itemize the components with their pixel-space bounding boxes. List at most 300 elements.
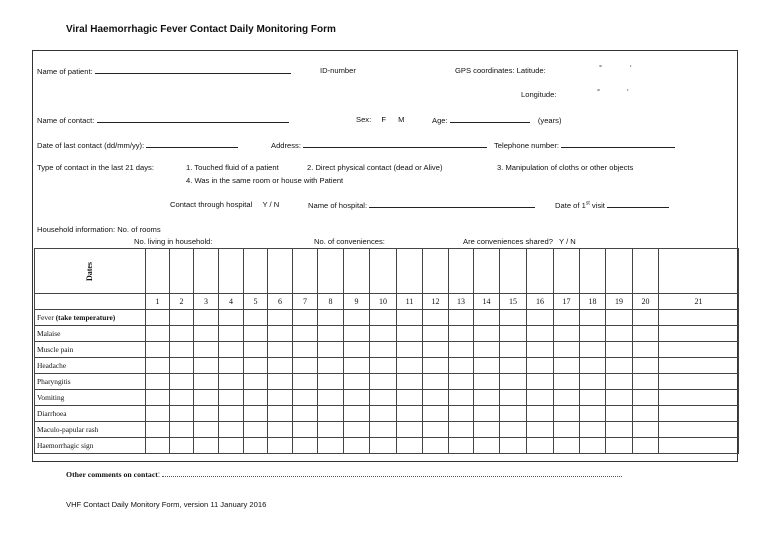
age-field (432, 115, 562, 125)
symptom-day-cell[interactable] (527, 438, 554, 454)
symptom-day-cell[interactable] (318, 390, 344, 406)
symptom-day-cell[interactable] (554, 438, 580, 454)
hospital-contact-yn[interactable]: Y / N (262, 200, 280, 209)
symptom-day-cell[interactable] (633, 406, 659, 422)
symptom-day-cell[interactable] (268, 422, 293, 438)
comments-label: Other comments on contact (66, 470, 158, 479)
day-numbers-corner (35, 294, 146, 310)
symptom-day-cell[interactable] (423, 438, 449, 454)
symptom-day-cell[interactable] (397, 342, 423, 358)
symptom-day-cell[interactable] (244, 406, 268, 422)
symptom-day-cell[interactable] (244, 310, 268, 326)
symptom-day-cell[interactable] (633, 374, 659, 390)
symptom-day-cell[interactable] (606, 390, 633, 406)
symptom-day-cell[interactable] (219, 438, 244, 454)
symptom-day-cell[interactable] (580, 310, 606, 326)
symptom-day-cell[interactable] (146, 326, 170, 342)
symptom-name: Haemorrhagic sign (37, 441, 94, 450)
symptom-name: Headache (37, 361, 67, 370)
symptom-day-cell[interactable] (633, 310, 659, 326)
telephone-label: Telephone number: (494, 141, 560, 150)
symptom-day-cell[interactable] (170, 390, 194, 406)
symptom-day-cell[interactable] (318, 326, 344, 342)
symptom-day-cell[interactable] (633, 326, 659, 342)
hospital-name-field (308, 200, 535, 210)
symptom-day-cell[interactable] (423, 406, 449, 422)
symptom-day-cell[interactable] (397, 406, 423, 422)
symptom-day-cell[interactable] (633, 438, 659, 454)
symptom-day-cell[interactable] (449, 406, 474, 422)
symptom-label-cell (35, 358, 146, 374)
symptom-day-cell[interactable] (449, 422, 474, 438)
symptom-day-cell[interactable] (527, 422, 554, 438)
symptom-day-cell[interactable] (659, 390, 739, 406)
symptom-day-cell[interactable] (474, 406, 500, 422)
day-number: 4 (219, 294, 244, 310)
symptom-name: Vomiting (37, 393, 65, 402)
hospital-name-blank[interactable] (369, 200, 535, 208)
dates-header-cell (35, 249, 146, 294)
symptom-day-cell[interactable] (146, 310, 170, 326)
symptom-day-cell[interactable] (474, 342, 500, 358)
longitude-degree-symbol: ° (597, 87, 601, 96)
symptom-day-cell[interactable] (527, 310, 554, 326)
symptom-day-cell[interactable] (219, 390, 244, 406)
household-conveniences-label: No. of conveniences: (314, 237, 385, 246)
sex-label: Sex: (356, 115, 372, 124)
symptom-day-cell[interactable] (527, 406, 554, 422)
date-entry-cell[interactable] (554, 249, 580, 294)
symptom-day-cell[interactable] (500, 390, 527, 406)
symptom-day-cell[interactable] (194, 326, 219, 342)
symptom-name: Malaise (37, 329, 61, 338)
date-entry-cell[interactable] (268, 249, 293, 294)
symptom-name: Diarrhoea (37, 409, 67, 418)
symptom-day-cell[interactable] (474, 390, 500, 406)
symptom-day-cell[interactable] (449, 342, 474, 358)
sex-field (356, 115, 404, 124)
symptom-day-cell[interactable] (474, 438, 500, 454)
symptom-day-cell[interactable] (659, 406, 739, 422)
symptom-day-cell[interactable] (554, 326, 580, 342)
symptom-day-cell[interactable] (318, 342, 344, 358)
last-contact-label: Date of last contact (dd/mm/yy): (37, 141, 145, 150)
symptom-day-cell[interactable] (500, 358, 527, 374)
date-entry-cell[interactable] (527, 249, 554, 294)
symptom-day-cell[interactable] (500, 374, 527, 390)
symptom-day-cell[interactable] (370, 390, 397, 406)
date-entry-cell[interactable] (318, 249, 344, 294)
patient-name-label: Name of patient: (37, 67, 93, 76)
symptom-day-cell[interactable] (194, 342, 219, 358)
symptom-day-cell[interactable] (268, 374, 293, 390)
contact-name-field (37, 115, 289, 125)
day-number: 15 (500, 294, 527, 310)
symptom-day-cell[interactable] (344, 326, 370, 342)
symptom-day-cell[interactable] (606, 342, 633, 358)
symptom-day-cell[interactable] (449, 358, 474, 374)
address-label: Address: (271, 141, 301, 150)
day-number: 18 (580, 294, 606, 310)
symptom-day-cell[interactable] (397, 438, 423, 454)
symptom-day-cell[interactable] (244, 422, 268, 438)
symptom-day-cell[interactable] (170, 422, 194, 438)
contact-type-label: Type of contact in the last 21 days: (37, 163, 154, 172)
symptom-day-cell[interactable] (268, 310, 293, 326)
comments-field (66, 470, 622, 479)
symptom-day-cell[interactable] (146, 422, 170, 438)
symptom-day-cell[interactable] (474, 310, 500, 326)
address-blank[interactable] (303, 140, 487, 148)
symptom-day-cell[interactable] (170, 342, 194, 358)
symptom-day-cell[interactable] (554, 310, 580, 326)
symptom-day-cell[interactable] (659, 342, 739, 358)
symptom-day-cell[interactable] (194, 438, 219, 454)
symptom-day-cell[interactable] (146, 374, 170, 390)
symptom-day-cell[interactable] (318, 374, 344, 390)
symptom-row (35, 326, 739, 342)
symptom-day-cell[interactable] (268, 406, 293, 422)
symptom-label-cell (35, 422, 146, 438)
last-contact-blank[interactable] (146, 140, 238, 148)
symptom-day-cell[interactable] (370, 406, 397, 422)
dates-row (35, 249, 739, 294)
symptom-day-cell[interactable] (370, 422, 397, 438)
sex-option-f[interactable]: F (381, 115, 386, 124)
symptom-day-cell[interactable] (244, 358, 268, 374)
symptom-day-cell[interactable] (606, 358, 633, 374)
symptom-day-cell[interactable] (527, 374, 554, 390)
symptom-day-cell[interactable] (293, 326, 318, 342)
symptom-day-cell[interactable] (318, 438, 344, 454)
day-number: 14 (474, 294, 500, 310)
symptom-day-cell[interactable] (146, 342, 170, 358)
symptom-day-cell[interactable] (580, 406, 606, 422)
day-number: 21 (659, 294, 739, 310)
gps-latitude-label: GPS coordinates: Latitude: (455, 66, 546, 75)
symptom-day-cell[interactable] (659, 422, 739, 438)
symptom-day-cell[interactable] (170, 358, 194, 374)
symptom-day-cell[interactable] (219, 326, 244, 342)
symptom-day-cell[interactable] (500, 406, 527, 422)
symptom-day-cell[interactable] (194, 358, 219, 374)
symptom-day-cell[interactable] (244, 374, 268, 390)
symptom-day-cell[interactable] (194, 390, 219, 406)
years-label: (years) (537, 116, 562, 125)
symptom-day-cell[interactable] (500, 438, 527, 454)
symptom-day-cell[interactable] (219, 310, 244, 326)
latitude-minute-symbol: ‘ (630, 63, 632, 72)
symptom-day-cell[interactable] (344, 342, 370, 358)
symptom-day-cell[interactable] (633, 390, 659, 406)
symptom-day-cell[interactable] (423, 390, 449, 406)
day-number: 20 (633, 294, 659, 310)
symptom-day-cell[interactable] (580, 326, 606, 342)
day-number: 7 (293, 294, 318, 310)
date-entry-cell[interactable] (633, 249, 659, 294)
last-contact-field (37, 140, 238, 150)
symptom-day-cell[interactable] (194, 374, 219, 390)
symptom-day-cell[interactable] (423, 422, 449, 438)
comments-colon: : (157, 470, 161, 479)
symptom-day-cell[interactable] (606, 310, 633, 326)
day-number: 6 (268, 294, 293, 310)
symptom-day-cell[interactable] (318, 422, 344, 438)
first-visit-suffix: visit (589, 201, 605, 210)
symptom-day-cell[interactable] (293, 358, 318, 374)
symptom-day-cell[interactable] (293, 438, 318, 454)
symptom-day-cell[interactable] (293, 422, 318, 438)
contact-name-blank[interactable] (97, 115, 289, 123)
symptom-day-cell[interactable] (293, 374, 318, 390)
symptom-day-cell[interactable] (474, 326, 500, 342)
symptom-name: Muscle pain (37, 345, 74, 354)
age-blank[interactable] (450, 115, 530, 123)
symptom-day-cell[interactable] (170, 374, 194, 390)
age-label: Age: (432, 116, 448, 125)
day-numbers-row (35, 294, 739, 310)
symptom-day-cell[interactable] (527, 358, 554, 374)
symptom-day-cell[interactable] (397, 422, 423, 438)
latitude-degree-symbol: ° (599, 63, 603, 72)
symptom-day-cell[interactable] (344, 374, 370, 390)
symptom-day-cell[interactable] (219, 374, 244, 390)
comments-blank[interactable] (162, 470, 622, 477)
contact-type-option-1[interactable]: 1. Touched fluid of a patient (186, 163, 279, 172)
symptom-day-cell[interactable] (268, 438, 293, 454)
symptom-day-cell[interactable] (244, 390, 268, 406)
hospital-contact-label: Contact through hospital (170, 200, 253, 209)
symptom-day-cell[interactable] (554, 358, 580, 374)
symptom-day-cell[interactable] (370, 310, 397, 326)
symptom-row (35, 438, 739, 454)
symptom-day-cell[interactable] (170, 406, 194, 422)
symptom-day-cell[interactable] (606, 438, 633, 454)
symptom-day-cell[interactable] (449, 374, 474, 390)
symptom-day-cell[interactable] (170, 326, 194, 342)
symptom-day-cell[interactable] (397, 326, 423, 342)
symptom-day-cell[interactable] (344, 422, 370, 438)
symptom-day-cell[interactable] (633, 342, 659, 358)
date-entry-cell[interactable] (170, 249, 194, 294)
symptom-day-cell[interactable] (146, 390, 170, 406)
symptom-day-cell[interactable] (554, 390, 580, 406)
hospital-contact-field (170, 200, 279, 209)
date-entry-cell[interactable] (606, 249, 633, 294)
symptom-day-cell[interactable] (370, 342, 397, 358)
symptom-day-cell[interactable] (293, 390, 318, 406)
symptom-day-cell[interactable] (554, 406, 580, 422)
date-entry-cell[interactable] (293, 249, 318, 294)
symptom-day-cell[interactable] (659, 326, 739, 342)
patient-name-blank[interactable] (95, 66, 291, 74)
monitoring-grid (34, 248, 739, 454)
symptom-day-cell[interactable] (344, 310, 370, 326)
symptom-row (35, 422, 739, 438)
symptom-day-cell[interactable] (474, 422, 500, 438)
symptom-day-cell[interactable] (370, 358, 397, 374)
footer-version: VHF Contact Daily Monitory Form, version 11 January 2016 (66, 500, 267, 509)
symptom-day-cell[interactable] (633, 358, 659, 374)
symptom-day-cell[interactable] (244, 438, 268, 454)
day-number: 2 (170, 294, 194, 310)
symptom-day-cell[interactable] (146, 438, 170, 454)
symptom-day-cell[interactable] (423, 310, 449, 326)
symptom-day-cell[interactable] (659, 438, 739, 454)
longitude-minute-symbol: ‘ (627, 87, 629, 96)
conveniences-shared-field (463, 237, 576, 246)
contact-type-option-2[interactable]: 2. Direct physical contact (dead or Alive) (307, 163, 443, 172)
symptom-name: Maculo-papular rash (37, 425, 99, 434)
symptom-day-cell[interactable] (219, 406, 244, 422)
symptom-day-cell[interactable] (423, 374, 449, 390)
symptom-day-cell[interactable] (474, 374, 500, 390)
symptom-label-cell (35, 390, 146, 406)
symptom-day-cell[interactable] (397, 390, 423, 406)
patient-name-field (37, 66, 291, 76)
date-entry-cell[interactable] (449, 249, 474, 294)
date-entry-cell[interactable] (219, 249, 244, 294)
first-visit-sup: st (585, 200, 590, 207)
symptom-label-cell (35, 342, 146, 358)
date-entry-cell[interactable] (344, 249, 370, 294)
symptom-day-cell[interactable] (293, 310, 318, 326)
symptom-day-cell[interactable] (580, 438, 606, 454)
date-entry-cell[interactable] (146, 249, 170, 294)
first-visit-blank[interactable] (607, 200, 669, 208)
conveniences-shared-yn[interactable]: Y / N (559, 237, 576, 246)
symptom-day-cell[interactable] (527, 390, 554, 406)
address-field (271, 140, 487, 150)
date-entry-cell[interactable] (580, 249, 606, 294)
symptom-day-cell[interactable] (397, 358, 423, 374)
day-number: 16 (527, 294, 554, 310)
symptom-day-cell[interactable] (659, 310, 739, 326)
symptom-day-cell[interactable] (318, 310, 344, 326)
date-entry-cell[interactable] (423, 249, 449, 294)
symptom-label-cell (35, 406, 146, 422)
date-entry-cell[interactable] (370, 249, 397, 294)
symptom-day-cell[interactable] (633, 422, 659, 438)
symptom-day-cell[interactable] (194, 406, 219, 422)
symptom-day-cell[interactable] (449, 438, 474, 454)
symptom-day-cell[interactable] (344, 406, 370, 422)
symptom-day-cell[interactable] (194, 310, 219, 326)
dates-label: Dates (85, 261, 95, 281)
telephone-blank[interactable] (561, 140, 675, 148)
symptom-day-cell[interactable] (397, 374, 423, 390)
contact-type-option-3[interactable]: 3. Manipulation of cloths or other objects (497, 163, 634, 172)
date-entry-cell[interactable] (194, 249, 219, 294)
symptom-day-cell[interactable] (293, 406, 318, 422)
symptom-day-cell[interactable] (554, 422, 580, 438)
symptom-day-cell[interactable] (219, 358, 244, 374)
date-entry-cell[interactable] (474, 249, 500, 294)
symptom-row (35, 310, 739, 326)
symptom-day-cell[interactable] (244, 326, 268, 342)
symptom-day-cell[interactable] (423, 358, 449, 374)
symptom-day-cell[interactable] (268, 390, 293, 406)
symptom-day-cell[interactable] (500, 422, 527, 438)
symptom-day-cell[interactable] (500, 326, 527, 342)
symptom-day-cell[interactable] (527, 326, 554, 342)
date-entry-cell[interactable] (244, 249, 268, 294)
symptom-day-cell[interactable] (244, 342, 268, 358)
symptom-day-cell[interactable] (268, 326, 293, 342)
symptom-name: Fever (37, 313, 56, 322)
symptom-day-cell[interactable] (370, 438, 397, 454)
symptom-name: Pharyngitis (37, 377, 71, 386)
date-entry-cell[interactable] (659, 249, 739, 294)
symptom-day-cell[interactable] (318, 358, 344, 374)
symptom-day-cell[interactable] (370, 374, 397, 390)
symptom-day-cell[interactable] (449, 326, 474, 342)
symptom-day-cell[interactable] (474, 358, 500, 374)
symptom-day-cell[interactable] (580, 374, 606, 390)
symptom-day-cell[interactable] (370, 326, 397, 342)
symptom-day-cell[interactable] (146, 358, 170, 374)
symptom-day-cell[interactable] (344, 358, 370, 374)
symptom-day-cell[interactable] (170, 438, 194, 454)
symptom-day-cell[interactable] (318, 406, 344, 422)
symptom-day-cell[interactable] (344, 390, 370, 406)
symptom-day-cell[interactable] (606, 406, 633, 422)
symptom-day-cell[interactable] (268, 342, 293, 358)
symptom-day-cell[interactable] (423, 326, 449, 342)
day-number: 10 (370, 294, 397, 310)
symptom-day-cell[interactable] (293, 342, 318, 358)
conveniences-shared-label: Are conveniences shared? (463, 237, 553, 246)
symptom-day-cell[interactable] (423, 342, 449, 358)
symptom-day-cell[interactable] (580, 390, 606, 406)
symptom-day-cell[interactable] (219, 422, 244, 438)
date-entry-cell[interactable] (500, 249, 527, 294)
symptom-day-cell[interactable] (606, 374, 633, 390)
symptom-day-cell[interactable] (344, 438, 370, 454)
symptom-day-cell[interactable] (170, 310, 194, 326)
symptom-note: (take temperature) (55, 313, 116, 322)
day-number: 19 (606, 294, 633, 310)
symptom-day-cell[interactable] (554, 342, 580, 358)
symptom-day-cell[interactable] (580, 422, 606, 438)
sex-option-m[interactable]: M (398, 115, 405, 124)
symptom-day-cell[interactable] (659, 358, 739, 374)
symptom-day-cell[interactable] (449, 390, 474, 406)
symptom-row (35, 406, 739, 422)
contact-type-option-4[interactable]: 4. Was in the same room or house with Patient (186, 176, 344, 185)
symptom-day-cell[interactable] (554, 374, 580, 390)
symptom-day-cell[interactable] (527, 342, 554, 358)
symptom-day-cell[interactable] (397, 310, 423, 326)
symptom-day-cell[interactable] (500, 310, 527, 326)
symptom-day-cell[interactable] (194, 422, 219, 438)
contact-name-label: Name of contact: (37, 116, 95, 125)
symptom-row (35, 390, 739, 406)
symptom-day-cell[interactable] (268, 358, 293, 374)
symptom-day-cell[interactable] (449, 310, 474, 326)
symptom-day-cell[interactable] (146, 406, 170, 422)
symptom-day-cell[interactable] (659, 374, 739, 390)
day-number: 17 (554, 294, 580, 310)
symptom-day-cell[interactable] (219, 342, 244, 358)
first-visit-field (555, 200, 669, 210)
symptom-day-cell[interactable] (606, 422, 633, 438)
symptom-day-cell[interactable] (606, 326, 633, 342)
symptom-day-cell[interactable] (580, 342, 606, 358)
date-entry-cell[interactable] (397, 249, 423, 294)
symptom-day-cell[interactable] (580, 358, 606, 374)
symptom-day-cell[interactable] (500, 342, 527, 358)
